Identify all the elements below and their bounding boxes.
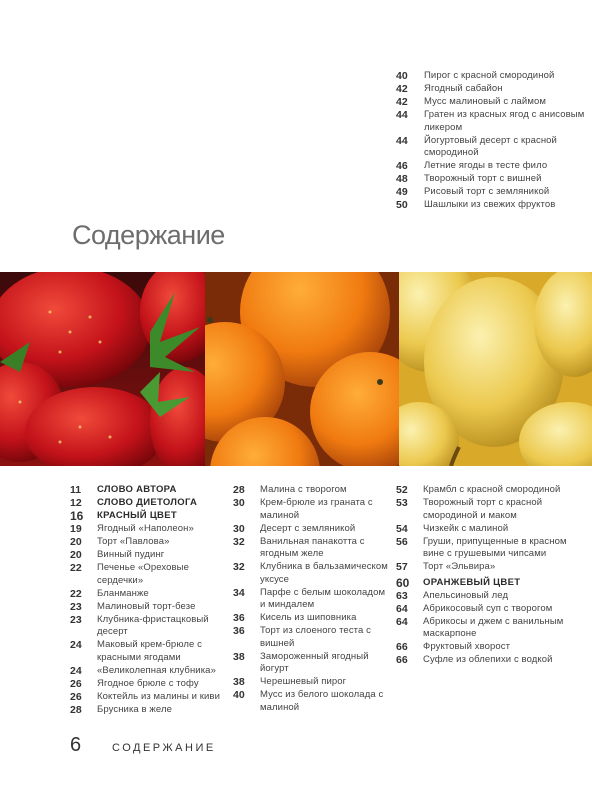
toc-section-heading bbox=[70, 510, 230, 523]
toc-entry-title: ОРАНЖЕВЫЙ ЦВЕТ bbox=[423, 576, 521, 588]
toc-entry bbox=[70, 678, 230, 691]
toc-entry bbox=[396, 160, 586, 173]
toc-entry-title: Торт «Эльвира» bbox=[423, 561, 496, 572]
toc-entry bbox=[396, 523, 588, 536]
toc-entry bbox=[396, 186, 586, 199]
toc-page-number: 24 bbox=[70, 664, 82, 677]
toc-page-number: 57 bbox=[396, 561, 408, 573]
toc-entry-title: Торт «Павлова» bbox=[97, 536, 170, 547]
toc-entry bbox=[396, 484, 588, 497]
toc-entry bbox=[233, 587, 393, 612]
toc-entry bbox=[233, 497, 393, 522]
toc-entry bbox=[70, 665, 230, 678]
toc-entry bbox=[233, 676, 393, 689]
toc-entry bbox=[70, 691, 230, 704]
toc-entry-title: Ягодный «Наполеон» bbox=[97, 523, 194, 534]
toc-entry bbox=[396, 561, 588, 574]
page-title: Содержание bbox=[72, 220, 225, 250]
toc-entry-title: Торт из слоеного теста с вишней bbox=[260, 625, 371, 649]
toc-page-number: 42 bbox=[396, 83, 408, 95]
toc-section-heading bbox=[396, 577, 588, 590]
toc-entry-title: Летние ягоды в тесте фило bbox=[424, 160, 548, 171]
toc-page-number: 23 bbox=[70, 600, 82, 613]
toc-entry-title: Творожный торт с вишней bbox=[424, 173, 542, 184]
toc-page-number: 64 bbox=[396, 602, 408, 615]
oranges-photo bbox=[205, 272, 399, 466]
toc-column-1 bbox=[70, 484, 230, 716]
toc-entry-title: Ягодный сабайон bbox=[424, 83, 503, 94]
toc-entry-title: Абрикосовый суп с творогом bbox=[423, 602, 553, 614]
toc-entry-title: Бланманже bbox=[97, 587, 149, 599]
toc-entry-title: Замороженный ягодный йогурт bbox=[260, 650, 369, 674]
toc-page-number: 44 bbox=[396, 134, 408, 147]
toc-entry bbox=[70, 549, 230, 562]
toc-page-number: 26 bbox=[70, 677, 82, 690]
toc-entry-title: Ягодное брюле с тофу bbox=[97, 677, 199, 689]
toc-entry-title: Чизкейк с малиной bbox=[423, 522, 509, 534]
toc-entry-title: Творожный торт с красной смородиной и маком bbox=[423, 497, 543, 521]
toc-entry bbox=[70, 562, 230, 587]
pears-photo bbox=[399, 272, 592, 466]
toc-entry bbox=[70, 588, 230, 601]
toc-entry-title: Гратен из красных ягод с анисовым ликером bbox=[424, 109, 585, 133]
toc-page-number: 34 bbox=[233, 586, 245, 599]
toc-entry-title: Шашлыки из свежих фруктов bbox=[424, 199, 556, 210]
toc-entry bbox=[396, 497, 588, 522]
toc-page-number: 60 bbox=[396, 575, 410, 590]
toc-page-number: 53 bbox=[396, 497, 408, 509]
toc-page-number: 28 bbox=[233, 484, 245, 496]
toc-entry-title: СЛОВО АВТОРА bbox=[97, 484, 177, 495]
toc-entry bbox=[70, 536, 230, 549]
toc-entry-title: Крамбл с красной смородиной bbox=[423, 484, 561, 495]
toc-entry bbox=[233, 484, 393, 497]
toc-entry bbox=[396, 173, 586, 186]
toc-entry-title: Фруктовый хворост bbox=[423, 641, 511, 652]
toc-page-number: 20 bbox=[70, 536, 82, 548]
toc-page-number: 52 bbox=[396, 484, 408, 496]
toc-entry bbox=[396, 654, 588, 667]
toc-page-number: 24 bbox=[70, 639, 82, 651]
toc-page-number: 11 bbox=[70, 484, 82, 496]
toc-entry bbox=[396, 70, 586, 83]
toc-entry-title: Мусс малиновый с лаймом bbox=[424, 96, 546, 107]
toc-entry bbox=[233, 651, 393, 676]
toc-entry-title: Малиновый торт-безе bbox=[97, 600, 196, 612]
toc-entry bbox=[396, 83, 586, 96]
toc-entry bbox=[70, 704, 230, 717]
toc-entry bbox=[396, 603, 588, 616]
toc-page-number: 30 bbox=[233, 522, 245, 535]
toc-page-number: 16 bbox=[70, 509, 84, 523]
toc-entry bbox=[70, 639, 230, 664]
toc-entry bbox=[233, 612, 393, 625]
toc-entry bbox=[396, 109, 586, 134]
toc-entry-title: Брусника в желе bbox=[97, 703, 172, 715]
toc-page-number: 12 bbox=[70, 497, 82, 509]
toc-entry bbox=[233, 561, 393, 586]
toc-entry-title: Ванильная панакотта с ягодным желе bbox=[260, 535, 365, 559]
toc-entry-title: Мусс из белого шоколада с малиной bbox=[260, 689, 384, 713]
toc-entry-title: Абрикосы и джем с ванильным маскарпоне bbox=[423, 615, 564, 639]
toc-page-number: 36 bbox=[233, 625, 245, 637]
toc-page-number: 64 bbox=[396, 615, 408, 628]
toc-page-number: 22 bbox=[70, 587, 82, 600]
toc-entry-title: «Великолепная клубника» bbox=[97, 664, 216, 676]
toc-entry bbox=[396, 590, 588, 603]
toc-entry-title: Кисель из шиповника bbox=[260, 612, 357, 623]
toc-page-number: 54 bbox=[396, 522, 408, 535]
toc-entry bbox=[233, 536, 393, 561]
page-number: 6 bbox=[70, 734, 82, 756]
toc-entry bbox=[396, 536, 588, 561]
toc-page-number: 32 bbox=[233, 535, 245, 548]
toc-page-number: 66 bbox=[396, 654, 408, 666]
toc-page-number: 23 bbox=[70, 613, 82, 626]
toc-page-number: 19 bbox=[70, 523, 82, 535]
toc-entry-title: Маковый крем-брюле с красными ягодами bbox=[97, 639, 202, 663]
toc-entry-title: Черешневый пирог bbox=[260, 676, 347, 687]
toc-column-3 bbox=[396, 484, 588, 667]
page-footer bbox=[70, 734, 216, 757]
toc-page-number: 22 bbox=[70, 562, 82, 574]
toc-entry-title: Суфле из облепихи с водкой bbox=[423, 654, 553, 665]
toc-entry-title: СЛОВО ДИЕТОЛОГА bbox=[97, 497, 198, 508]
toc-entry-title: Пирог с красной смородиной bbox=[424, 70, 555, 81]
strawberries-photo bbox=[0, 272, 205, 466]
toc-column-2 bbox=[233, 484, 393, 714]
toc-entry-title: КРАСНЫЙ ЦВЕТ bbox=[97, 510, 177, 521]
toc-entry-title: Парфе с белым шоколадом и миндалем bbox=[260, 586, 386, 610]
toc-entry bbox=[233, 625, 393, 650]
toc-entry-title: Клубника в бальзамическом уксусе bbox=[260, 561, 388, 585]
toc-entry-title: Рисовый торт с земляникой bbox=[424, 186, 550, 197]
toc-entry-title: Коктейль из малины и киви bbox=[97, 690, 220, 702]
toc-page-number: 36 bbox=[233, 612, 245, 624]
toc-entry-title: Груши, припущенные в красном вине с грушевыми чипсами bbox=[423, 535, 567, 559]
toc-page-number: 42 bbox=[396, 96, 408, 108]
toc-top-column bbox=[396, 70, 586, 212]
toc-section-heading bbox=[70, 484, 230, 497]
toc-page-number: 56 bbox=[396, 535, 408, 548]
toc-entry bbox=[70, 523, 230, 536]
photo-band bbox=[0, 272, 592, 466]
toc-page-number: 26 bbox=[70, 690, 82, 703]
toc-entry bbox=[70, 601, 230, 614]
toc-page-number: 40 bbox=[233, 689, 245, 701]
toc-page-number: 50 bbox=[396, 199, 408, 211]
toc-entry bbox=[396, 135, 586, 160]
toc-page-number: 38 bbox=[233, 650, 245, 663]
toc-entry-title: Апельсиновый лед bbox=[423, 589, 509, 601]
toc-entry bbox=[70, 614, 230, 639]
toc-entry-title: Клубника-фристацковый десерт bbox=[97, 613, 209, 637]
toc-entry bbox=[233, 689, 393, 714]
toc-entry bbox=[396, 199, 586, 212]
toc-entry bbox=[396, 96, 586, 109]
toc-entry-title: Йогуртовый десерт с красной смородиной bbox=[424, 134, 557, 158]
toc-page-number: 48 bbox=[396, 173, 408, 185]
toc-page-number: 28 bbox=[70, 703, 82, 716]
toc-page-number: 49 bbox=[396, 186, 408, 198]
toc-entry-title: Малина с творогом bbox=[260, 484, 347, 495]
toc-page-number: 44 bbox=[396, 109, 408, 121]
toc-entry-title: Винный пудинг bbox=[97, 549, 165, 560]
toc-entry bbox=[396, 616, 588, 641]
toc-entry-title: Крем-брюле из граната с малиной bbox=[260, 497, 373, 521]
toc-entry-title: Печенье «Ореховые сердечки» bbox=[97, 562, 189, 586]
toc-page-number: 30 bbox=[233, 497, 245, 509]
toc-page-number: 63 bbox=[396, 589, 408, 602]
toc-page-number: 46 bbox=[396, 160, 408, 172]
toc-page-number: 38 bbox=[233, 676, 245, 688]
toc-entry-title: Десерт с земляникой bbox=[260, 522, 356, 534]
toc-page-number: 66 bbox=[396, 641, 408, 653]
toc-page-number: 40 bbox=[396, 70, 408, 82]
toc-entry bbox=[396, 641, 588, 654]
running-head: СОДЕРЖАНИЕ bbox=[112, 742, 216, 754]
toc-entry bbox=[233, 523, 393, 536]
toc-section-heading bbox=[70, 497, 230, 510]
toc-page-number: 20 bbox=[70, 549, 82, 561]
toc-page-number: 32 bbox=[233, 561, 245, 573]
